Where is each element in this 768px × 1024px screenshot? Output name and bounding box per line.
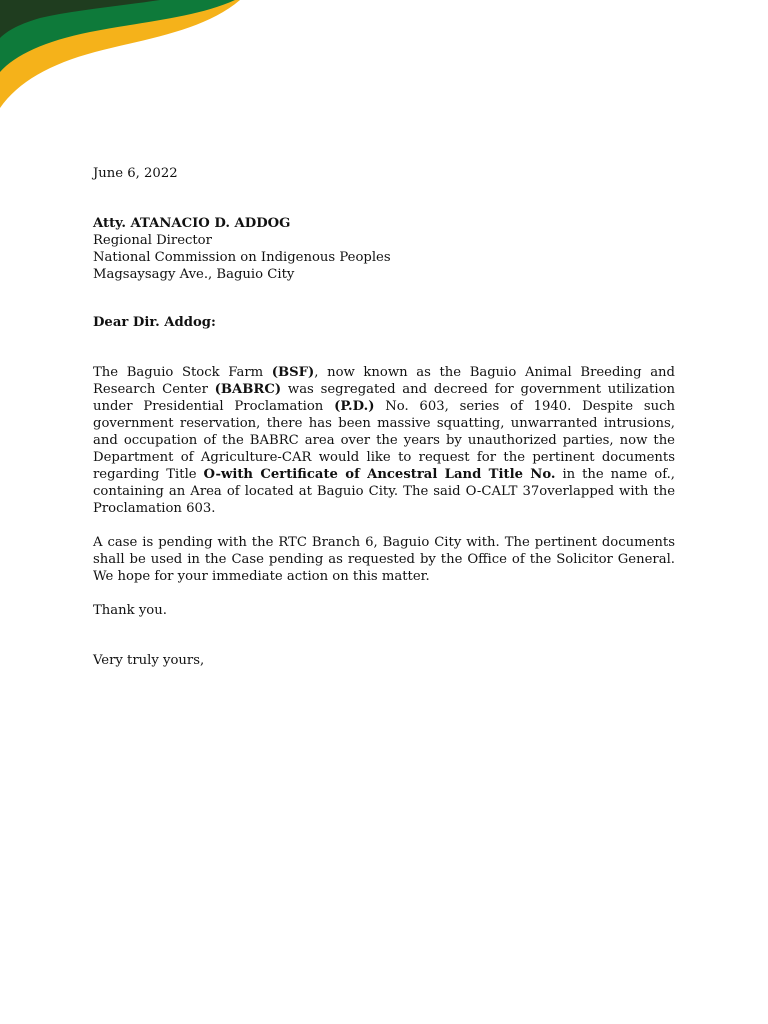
- p1-bold-bsf: (BSF): [271, 365, 315, 380]
- letterhead-swoosh-graphic: [0, 0, 240, 110]
- thank-you-line: Thank you.: [93, 603, 167, 618]
- body-paragraph-1: [93, 364, 675, 517]
- addressee-name: Atty. ATANACIO D. ADDOG: [93, 216, 291, 231]
- p1-text-1: The Baguio Stock Farm: [93, 365, 272, 380]
- body-paragraph-2: A case is pending with the RTC Branch 6, Baguio City with. The pertinent documents shall be used in the Case pending as requested by the Office of the Solicitor General. We hope for your immediate action on this matter.: [93, 535, 675, 584]
- p1-text-4: No. 603, series of 1940. Despite such government reservation, there has been massive squatting, unwarranted intrusions, and occupation of the BABRC area over the years by unauthorized parties, now the Department of Agriculture-CAR would like to request for the pertinent documents regarding Title: [93, 399, 675, 482]
- addressee-address: Magsaysagy Ave., Baguio City: [93, 267, 295, 282]
- addressee-block: [93, 215, 675, 283]
- letter-date: June 6, 2022: [93, 166, 178, 181]
- p1-text-3: was segregated and decreed for government utilization under Presidential Proclamation: [93, 382, 675, 414]
- letter-body: [93, 165, 675, 669]
- p1-bold-title: O-with Certificate of Ancestral Land Title No.: [203, 467, 556, 482]
- p1-bold-babrc: (BABRC): [214, 382, 282, 397]
- closing-line: Very truly yours,: [93, 653, 205, 668]
- p1-bold-pd: (P.D.): [334, 399, 375, 414]
- addressee-organization: National Commission on Indigenous Peoples: [93, 250, 391, 265]
- p1-text-5: in the name of., containing an Area of located at Baguio City. The said O-CALT 37overlapped with the Proclamation 603.: [93, 467, 675, 516]
- salutation: Dear Dir. Addog:: [93, 315, 216, 330]
- addressee-title: Regional Director: [93, 233, 212, 248]
- p1-text-2: , now known as the Baguio Animal Breeding and Research Center: [93, 365, 675, 397]
